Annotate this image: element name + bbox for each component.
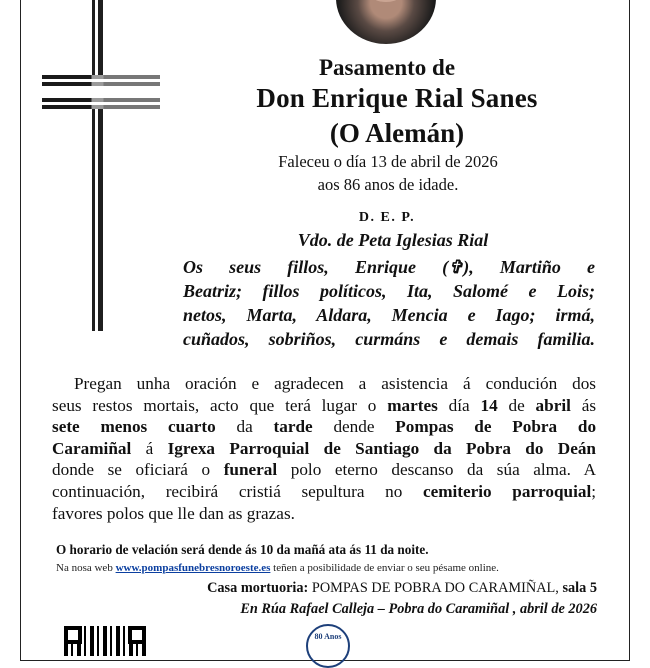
- funeral-home-link[interactable]: www.pompasfunebresnoroeste.es: [115, 562, 271, 574]
- death-date: Faleceu o día 13 de abril de 2026: [278, 152, 498, 171]
- announcement-heading: Pasamento de: [318, 55, 456, 80]
- qr-code-icon[interactable]: [64, 626, 146, 656]
- anniversary-seal-icon: 80 Anos: [306, 624, 350, 668]
- family-line: netos, Marta, Aldara, Mencia e Iago; irmá,: [183, 305, 595, 325]
- mortuary-location: Casa mortuoria: POMPAS DE POBRA DO CARAMIÑAL, sala 5: [207, 580, 597, 596]
- family-list: [183, 255, 595, 351]
- widower-line: Vdo. de Peta Iglesias Rial: [297, 230, 489, 250]
- family-line: Os seus fillos, Enrique (✞), Martiño e: [183, 257, 595, 277]
- deceased-alias: (O Alemán): [329, 118, 465, 148]
- family-line: cuñados, sobriños, curmáns e demais familia.: [183, 329, 595, 349]
- web-condolence-note: Na nosa web www.pompasfunebresnoroeste.es teñen a posibilidade de enviar o seu pésame online.: [56, 562, 499, 574]
- ceremony-line: Caramiñal á Igrexa Parroquial de Santiago da Pobra do Deán: [52, 438, 596, 458]
- family-line: Beatriz; fillos políticos, Ita, Salomé e Lois;: [183, 281, 595, 301]
- ceremony-paragraph: [52, 373, 596, 524]
- age-at-death: aos 86 anos de idade.: [317, 175, 459, 194]
- ceremony-line: continuación, recibirá cristiá sepultura no cemiterio parroquial;: [52, 481, 596, 501]
- ceremony-line: Pregan unha oración e agradecen a asistencia á condución dos: [74, 374, 596, 393]
- wake-hours: O horario de velación será dende ás 10 da mañá ata ás 11 da noite.: [56, 542, 429, 557]
- ceremony-line: sete menos cuarto da tarde dende Pompas de Pobra do: [52, 417, 596, 437]
- ceremony-line: seus restos mortais, acto que terá lugar o martes día 14 de abril ás: [52, 395, 596, 415]
- ceremony-line: donde se oficiará o funeral polo eterno descanso da súa alma. A: [52, 460, 596, 480]
- deceased-name: Don Enrique Rial Sanes: [256, 83, 538, 113]
- rip-abbreviation: D. E. P.: [358, 210, 416, 225]
- place-and-date: En Rúa Rafael Calleja – Pobra do Caramiñal , abril de 2026: [240, 601, 597, 617]
- ceremony-line: favores polos que lle dan as grazas.: [52, 503, 295, 523]
